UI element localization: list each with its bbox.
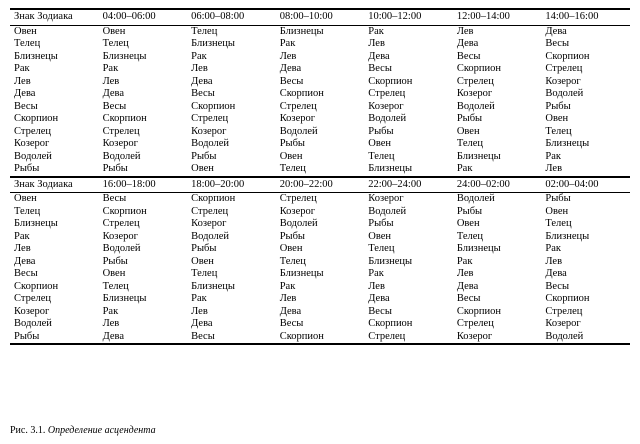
row-cell: Рыбы <box>456 113 483 124</box>
row-cell: Близнецы <box>545 138 590 149</box>
row-cell: Близнецы <box>456 243 501 254</box>
row-cell: Водолей <box>279 125 318 137</box>
table-row <box>10 38 630 51</box>
table-row <box>10 101 630 114</box>
row-cell: Дева <box>545 25 567 37</box>
row-cell: Телец <box>545 218 572 229</box>
row-cell: Весы <box>456 293 481 304</box>
row-cell: Козерог <box>456 330 493 342</box>
table-row <box>10 51 630 64</box>
row-sign: Телец <box>14 38 41 49</box>
row-sign: Весы <box>14 268 38 279</box>
table-2-header-cell-3: 20:00–22:00 <box>279 178 333 190</box>
row-sign: Дева <box>14 88 36 99</box>
row-cell: Рак <box>191 50 207 62</box>
row-cell: Лев <box>545 255 563 267</box>
table-2-header-cell-4: 22:00–24:00 <box>368 178 422 190</box>
row-cell: Овен <box>191 255 214 267</box>
row-cell: Рак <box>545 243 561 254</box>
table-row <box>10 26 630 39</box>
row-sign: Рыбы <box>14 330 40 342</box>
row-cell: Рыбы <box>102 163 128 174</box>
row-sign: Водолей <box>14 150 52 162</box>
row-cell: Рак <box>279 280 296 292</box>
row-cell: Весы <box>545 38 570 49</box>
row-cell: Рыбы <box>279 230 305 242</box>
row-sign: Рак <box>14 230 30 242</box>
row-cell: Водолей <box>191 230 230 242</box>
row-cell: Рак <box>279 38 296 49</box>
table-2-header-cell-6: 02:00–04:00 <box>545 178 599 190</box>
row-cell: Весы <box>368 63 392 74</box>
table-row <box>10 231 630 244</box>
row-sign: Рыбы <box>14 163 40 174</box>
row-cell: Близнецы <box>191 280 235 292</box>
row-cell: Рак <box>456 255 473 267</box>
row-cell: Телец <box>545 125 572 137</box>
row-cell: Телец <box>279 163 306 174</box>
table-2-header-cell-5: 24:00–02:00 <box>456 178 510 190</box>
row-cell: Рыбы <box>368 218 394 229</box>
row-cell: Козерог <box>102 138 138 149</box>
row-cell: Стрелец <box>545 63 583 74</box>
table-1-body <box>10 10 630 25</box>
row-cell: Телец <box>456 138 484 149</box>
row-cell: Весы <box>368 305 392 317</box>
row-cell: Козерог <box>456 88 493 99</box>
table-1-header-cell-1: 04:00–06:00 <box>102 11 156 22</box>
table-row <box>10 63 630 76</box>
row-cell: Дева <box>456 280 479 292</box>
row-cell: Скорпион <box>191 100 236 112</box>
row-cell: Водолей <box>368 205 407 217</box>
row-cell: Телец <box>191 268 218 279</box>
ascendant-table-part-2 <box>10 178 630 193</box>
row-cell: Лев <box>279 50 297 62</box>
row-cell: Стрелец <box>102 218 140 229</box>
row-cell: Стрелец <box>368 330 406 342</box>
row-cell: Рак <box>545 150 561 162</box>
row-cell: Телец <box>456 230 484 242</box>
row-cell: Водолей <box>545 330 584 342</box>
row-cell: Водолей <box>102 150 141 162</box>
table-1-header-row <box>10 10 630 25</box>
row-cell: Скорпион <box>456 63 501 74</box>
row-cell: Дева <box>545 268 567 279</box>
row-cell: Телец <box>102 280 129 292</box>
row-sign: Козерог <box>14 305 50 317</box>
row-cell: Козерог <box>191 218 227 229</box>
table-row <box>10 76 630 89</box>
row-cell: Стрелец <box>102 125 140 137</box>
figure-caption-label: Рис. 3.1. <box>10 425 46 436</box>
row-cell: Скорпион <box>279 88 324 99</box>
ascendant-table-part-1 <box>10 10 630 25</box>
row-cell: Лев <box>102 75 120 87</box>
row-cell: Лев <box>456 268 474 279</box>
row-cell: Скорпион <box>191 193 236 204</box>
table-2-header-cell-2: 18:00–20:00 <box>191 178 245 190</box>
row-cell: Близнецы <box>545 230 590 242</box>
row-cell: Близнецы <box>102 293 147 304</box>
row-cell: Лев <box>102 318 120 329</box>
table-1-header-cell-2: 06:00–08:00 <box>191 11 245 22</box>
table-row <box>10 193 630 206</box>
row-cell: Водолей <box>279 218 318 229</box>
row-cell: Рыбы <box>191 243 217 254</box>
row-sign: Скорпион <box>14 113 59 124</box>
row-cell: Рак <box>456 163 473 174</box>
table-row <box>10 151 630 164</box>
row-cell: Козерог <box>545 75 581 87</box>
row-cell: Водолей <box>191 138 230 149</box>
row-cell: Рак <box>102 63 119 74</box>
row-cell: Телец <box>368 243 395 254</box>
row-sign: Овен <box>14 25 37 37</box>
table-row <box>10 243 630 256</box>
row-cell: Стрелец <box>368 88 406 99</box>
row-sign: Стрелец <box>14 125 52 137</box>
row-cell: Стрелец <box>456 75 494 87</box>
row-sign: Овен <box>14 193 37 204</box>
row-sign: Близнецы <box>14 218 58 229</box>
row-cell: Лев <box>368 38 385 49</box>
table-1-header-cell-6: 14:00–16:00 <box>545 11 599 22</box>
row-sign: Рак <box>14 63 30 74</box>
row-cell: Телец <box>191 25 218 37</box>
row-cell: Скорпион <box>545 50 590 62</box>
row-cell: Скорпион <box>102 205 147 217</box>
table-row <box>10 281 630 294</box>
table-1-header-cell-5: 12:00–14:00 <box>456 11 510 22</box>
row-cell: Овен <box>368 138 392 149</box>
row-cell: Скорпион <box>456 305 501 317</box>
table-row <box>10 318 630 331</box>
row-sign: Весы <box>14 100 38 112</box>
table-row <box>10 306 630 319</box>
row-cell: Телец <box>368 150 395 162</box>
row-cell: Близнецы <box>279 25 324 37</box>
figure-caption-text: Определение асцендента <box>47 425 156 436</box>
row-cell: Овен <box>545 205 569 217</box>
row-cell: Дева <box>191 318 213 329</box>
row-sign: Скорпион <box>14 280 59 292</box>
row-cell: Скорпион <box>368 75 413 87</box>
row-cell: Близнецы <box>279 268 324 279</box>
row-cell: Овен <box>102 268 126 279</box>
row-cell: Стрелец <box>545 305 583 317</box>
row-sign: Козерог <box>14 138 50 149</box>
row-cell: Лев <box>279 293 297 304</box>
table-row <box>10 163 630 176</box>
table-row <box>10 113 630 126</box>
row-cell: Рак <box>368 25 384 37</box>
row-cell: Дева <box>279 305 302 317</box>
row-cell: Лев <box>368 280 385 292</box>
row-cell: Овен <box>456 218 480 229</box>
row-cell: Рыбы <box>545 193 571 204</box>
row-cell: Овен <box>279 150 303 162</box>
table-1-rows <box>10 26 630 176</box>
table-2-data <box>10 193 630 343</box>
bottom-border-rule <box>10 343 630 345</box>
row-cell: Дева <box>102 330 124 342</box>
table-1-header-cell-4: 10:00–12:00 <box>368 11 422 22</box>
row-cell: Рак <box>102 305 119 317</box>
table-row <box>10 138 630 151</box>
row-cell: Овен <box>191 163 214 174</box>
row-cell: Весы <box>279 318 304 329</box>
table-row <box>10 218 630 231</box>
table-row <box>10 126 630 139</box>
row-cell: Близнецы <box>102 50 147 62</box>
row-cell: Близнецы <box>368 255 413 267</box>
table-row <box>10 256 630 269</box>
table-row <box>10 206 630 219</box>
row-sign: Телец <box>14 205 41 217</box>
row-sign: Водолей <box>14 318 52 329</box>
row-cell: Скорпион <box>102 113 147 124</box>
row-cell: Козерог <box>279 205 316 217</box>
row-cell: Стрелец <box>456 318 494 329</box>
row-cell: Стрелец <box>191 113 229 124</box>
row-cell: Стрелец <box>279 193 317 204</box>
row-cell: Весы <box>191 330 215 342</box>
row-cell: Стрелец <box>191 205 229 217</box>
row-cell: Водолей <box>102 243 141 254</box>
row-cell: Козерог <box>368 100 404 112</box>
table-1-header-cell-3: 08:00–10:00 <box>279 11 333 22</box>
row-cell: Рак <box>368 268 384 279</box>
row-cell: Весы <box>102 100 127 112</box>
row-cell: Козерог <box>368 193 404 204</box>
row-sign: Стрелец <box>14 293 52 304</box>
row-cell: Лев <box>191 305 208 317</box>
row-cell: Овен <box>102 25 126 37</box>
row-cell: Овен <box>368 230 392 242</box>
table-2-header-cell-1: 16:00–18:00 <box>102 178 156 190</box>
row-cell: Лев <box>545 163 563 174</box>
row-cell: Телец <box>279 255 306 267</box>
row-cell: Овен <box>545 113 569 124</box>
row-cell: Водолей <box>456 193 495 204</box>
row-cell: Стрелец <box>279 100 317 112</box>
row-cell: Рыбы <box>456 205 483 217</box>
row-cell: Рыбы <box>279 138 305 149</box>
table-1-header-cell-0: Знак Зодиака <box>14 11 73 22</box>
row-cell: Козерог <box>191 125 227 137</box>
row-cell: Дева <box>368 50 390 62</box>
table-2-header-cell-0: Знак Зодиака <box>14 178 73 190</box>
figure-caption <box>10 425 156 436</box>
row-cell: Рыбы <box>545 100 571 112</box>
row-cell: Скорпион <box>368 318 413 329</box>
row-cell: Овен <box>279 243 303 254</box>
row-cell: Дева <box>368 293 390 304</box>
table-row <box>10 293 630 306</box>
row-cell: Дева <box>102 88 124 99</box>
row-sign: Близнецы <box>14 50 58 62</box>
row-sign: Лев <box>14 243 31 254</box>
row-cell: Скорпион <box>279 330 324 342</box>
row-cell: Близнецы <box>368 163 413 174</box>
row-cell: Весы <box>102 193 127 204</box>
row-cell: Дева <box>279 63 302 74</box>
row-cell: Водолей <box>456 100 495 112</box>
table-2-rows <box>10 193 630 343</box>
row-cell: Рак <box>191 293 207 304</box>
row-cell: Козерог <box>545 318 581 329</box>
row-sign: Дева <box>14 255 36 267</box>
row-cell: Близнецы <box>191 38 235 49</box>
table-row <box>10 331 630 344</box>
row-cell: Скорпион <box>545 293 590 304</box>
row-cell: Рыбы <box>368 125 394 137</box>
row-cell: Весы <box>545 280 570 292</box>
row-cell: Овен <box>456 125 480 137</box>
table-row <box>10 88 630 101</box>
row-cell: Близнецы <box>456 150 501 162</box>
row-cell: Дева <box>456 38 479 49</box>
row-cell: Дева <box>191 75 213 87</box>
table-2-header-row <box>10 178 630 193</box>
row-cell: Водолей <box>368 113 407 124</box>
row-cell: Водолей <box>545 88 584 99</box>
row-cell: Весы <box>456 50 481 62</box>
row-cell: Козерог <box>279 113 316 124</box>
row-cell: Весы <box>191 88 215 99</box>
table-1-data <box>10 26 630 176</box>
row-cell: Телец <box>102 38 129 49</box>
row-cell: Рыбы <box>191 150 217 162</box>
table-row <box>10 268 630 281</box>
row-cell: Козерог <box>102 230 138 242</box>
row-sign: Лев <box>14 75 31 87</box>
table-2-body <box>10 178 630 193</box>
row-cell: Лев <box>191 63 208 74</box>
row-cell: Лев <box>456 25 474 37</box>
row-cell: Весы <box>279 75 304 87</box>
row-cell: Рыбы <box>102 255 128 267</box>
